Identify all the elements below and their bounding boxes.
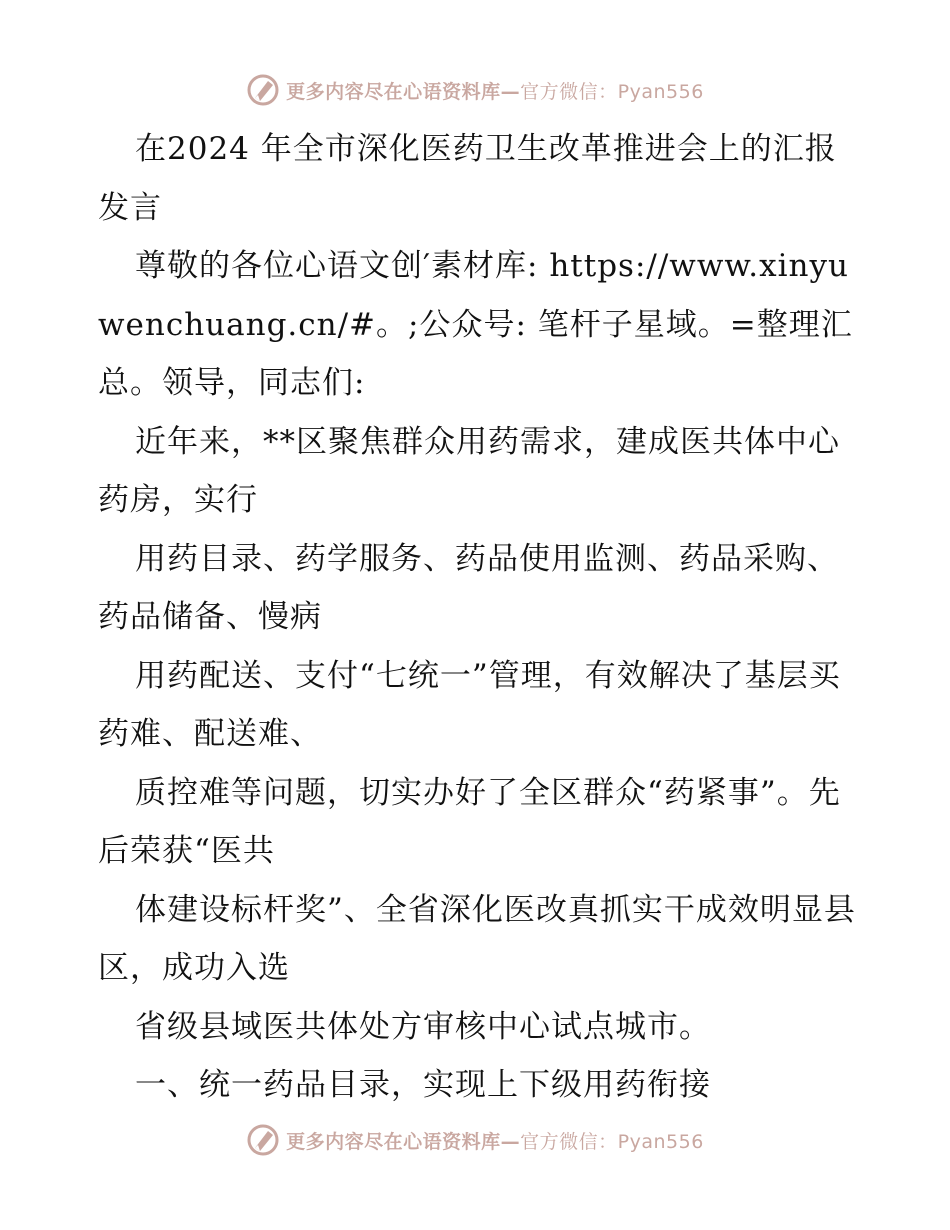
footer-banner-separator: —: [500, 1130, 521, 1153]
body-paragraph: 体建设标杆奖”、全省深化医改真抓实干成效明显县区，成功入选: [98, 891, 856, 986]
pen-nib-logo-icon: [246, 1123, 280, 1157]
header-banner-title: 更多内容尽在心语资料库: [286, 80, 501, 103]
body-paragraph: 省级县域医共体处方审核中心试点城市。: [135, 1008, 711, 1045]
header-banner: [0, 70, 950, 110]
footer-banner-wechat: 官方微信：Pyan556: [520, 1130, 704, 1153]
body-paragraph: 近年来，**区聚焦群众用药需求，建成医共体中心药房，实行: [98, 423, 840, 518]
body-paragraph: 质控难等问题，切实办好了全区群众“药紧事”。先后荣获“医共: [98, 774, 841, 869]
footer-banner: [0, 1120, 950, 1160]
body-paragraph: 用药目录、药学服务、药品使用监测、药品采购、药品储备、慢病: [98, 540, 839, 635]
header-banner-separator: —: [500, 80, 521, 103]
body-paragraph: 用药配送、支付“七统一”管理，有效解决了基层买药难、配送难、: [98, 657, 841, 752]
pen-nib-logo-icon: [246, 73, 280, 107]
document-body: [98, 120, 858, 1115]
footer-banner-text: [286, 1127, 704, 1154]
section-heading: 一、统一药品目录，实现上下级用药衔接: [135, 1067, 711, 1103]
document-title: 在2024 年全市深化医药卫生改革推进会上的汇报发言: [98, 131, 837, 226]
salutation-paragraph: 尊敬的各位心语文创′素材库: https://www.xinyuwenchuang.cn/#。;公众号: 笔杆子星域。=整理汇总。领导，同志们:: [98, 248, 853, 401]
header-banner-wechat: 官方微信：Pyan556: [520, 80, 704, 103]
header-banner-text: [286, 77, 704, 104]
footer-banner-title: 更多内容尽在心语资料库: [286, 1130, 501, 1153]
